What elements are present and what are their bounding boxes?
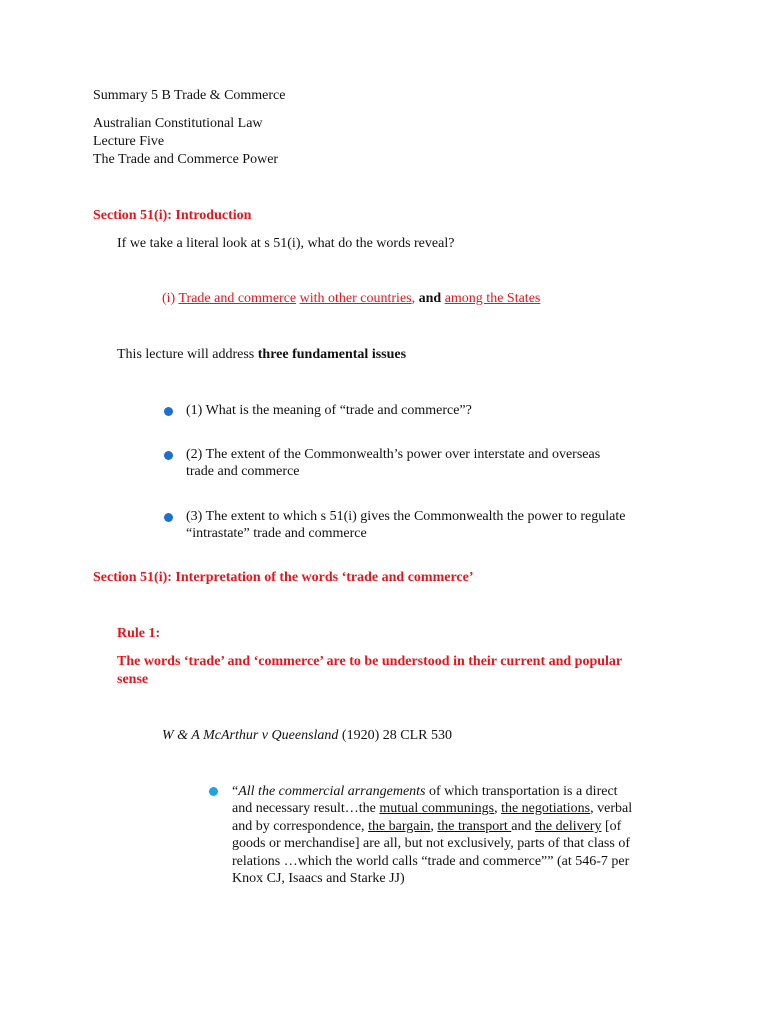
issue-1: (1) What is the meaning of “trade and commerce”? bbox=[186, 403, 472, 418]
quote-transport: the transport bbox=[437, 819, 512, 834]
case-citation: (1920) 28 CLR 530 bbox=[338, 728, 452, 743]
summary-title: Summary 5 B Trade & Commerce bbox=[93, 88, 286, 103]
rule-text-line-2: sense bbox=[117, 672, 149, 687]
intro-heading: Section 51(i): Introduction bbox=[93, 208, 252, 223]
issue-3-line-1: (3) The extent to which s 51(i) gives the Commonwealth the power to regulate bbox=[186, 509, 626, 524]
intro-question: If we take a literal look at s 51(i), what do the words reveal? bbox=[117, 236, 455, 251]
bullet-icon bbox=[164, 407, 173, 416]
bullet-icon bbox=[209, 787, 218, 796]
quote-line-1: “All the commercial arrangements of which transportation is a direct bbox=[232, 784, 618, 799]
address-text: This lecture will address bbox=[117, 347, 258, 362]
course-title: Australian Constitutional Law bbox=[93, 116, 263, 131]
quote-line-5: relations …which the world calls “trade and commerce”” (at 546-7 per bbox=[232, 854, 630, 869]
interpretation-heading: Section 51(i): Interpretation of the words ‘trade and commerce’ bbox=[93, 570, 474, 585]
quote-negotiations: the negotiations bbox=[501, 801, 591, 816]
issue-3-line-2: “intrastate” trade and commerce bbox=[186, 526, 367, 541]
issue-2-line-1: (2) The extent of the Commonwealth’s power over interstate and overseas bbox=[186, 447, 601, 462]
quote-line-3: and by correspondence, the bargain, the transport and the delivery [of bbox=[232, 819, 622, 834]
case-reference bbox=[162, 728, 452, 744]
bullet-icon bbox=[164, 513, 173, 522]
case-name: W & A McArthur v Queensland bbox=[162, 728, 339, 743]
s51i-clause bbox=[162, 291, 540, 307]
lecture-topic: The Trade and Commerce Power bbox=[93, 152, 279, 167]
quote-mutual-communings: mutual communings bbox=[379, 801, 495, 816]
clause-number: (i) bbox=[162, 291, 179, 306]
bullet-icon bbox=[164, 451, 173, 460]
clause-among-states: among the States bbox=[444, 291, 541, 306]
clause-trade-commerce: Trade and commerce bbox=[178, 291, 297, 306]
clause-other-countries: with other countries bbox=[299, 291, 412, 306]
rule-text-line-1: The words ‘trade’ and ‘commerce’ are to be understood in their current and popular bbox=[117, 654, 623, 669]
rule-label: Rule 1: bbox=[117, 626, 161, 641]
issue-2-line-2: trade and commerce bbox=[186, 464, 300, 479]
quote-delivery: the delivery bbox=[535, 819, 602, 834]
quote-bargain: the bargain bbox=[368, 819, 431, 834]
clause-and: and bbox=[415, 291, 445, 306]
lecture-number: Lecture Five bbox=[93, 134, 165, 149]
quote-italic: All the commercial arrangements bbox=[238, 784, 426, 799]
quote-line-4: goods or merchandise] are all, but not exclusively, parts of that class of bbox=[232, 836, 630, 851]
quote-line-6: Knox CJ, Isaacs and Starke JJ) bbox=[232, 871, 405, 886]
address-line bbox=[117, 347, 406, 363]
quote-line-2: and necessary result…the mutual communings, the negotiations, verbal bbox=[232, 801, 633, 816]
clause-comma: , bbox=[411, 291, 416, 306]
address-bold: three fundamental issues bbox=[257, 347, 407, 362]
